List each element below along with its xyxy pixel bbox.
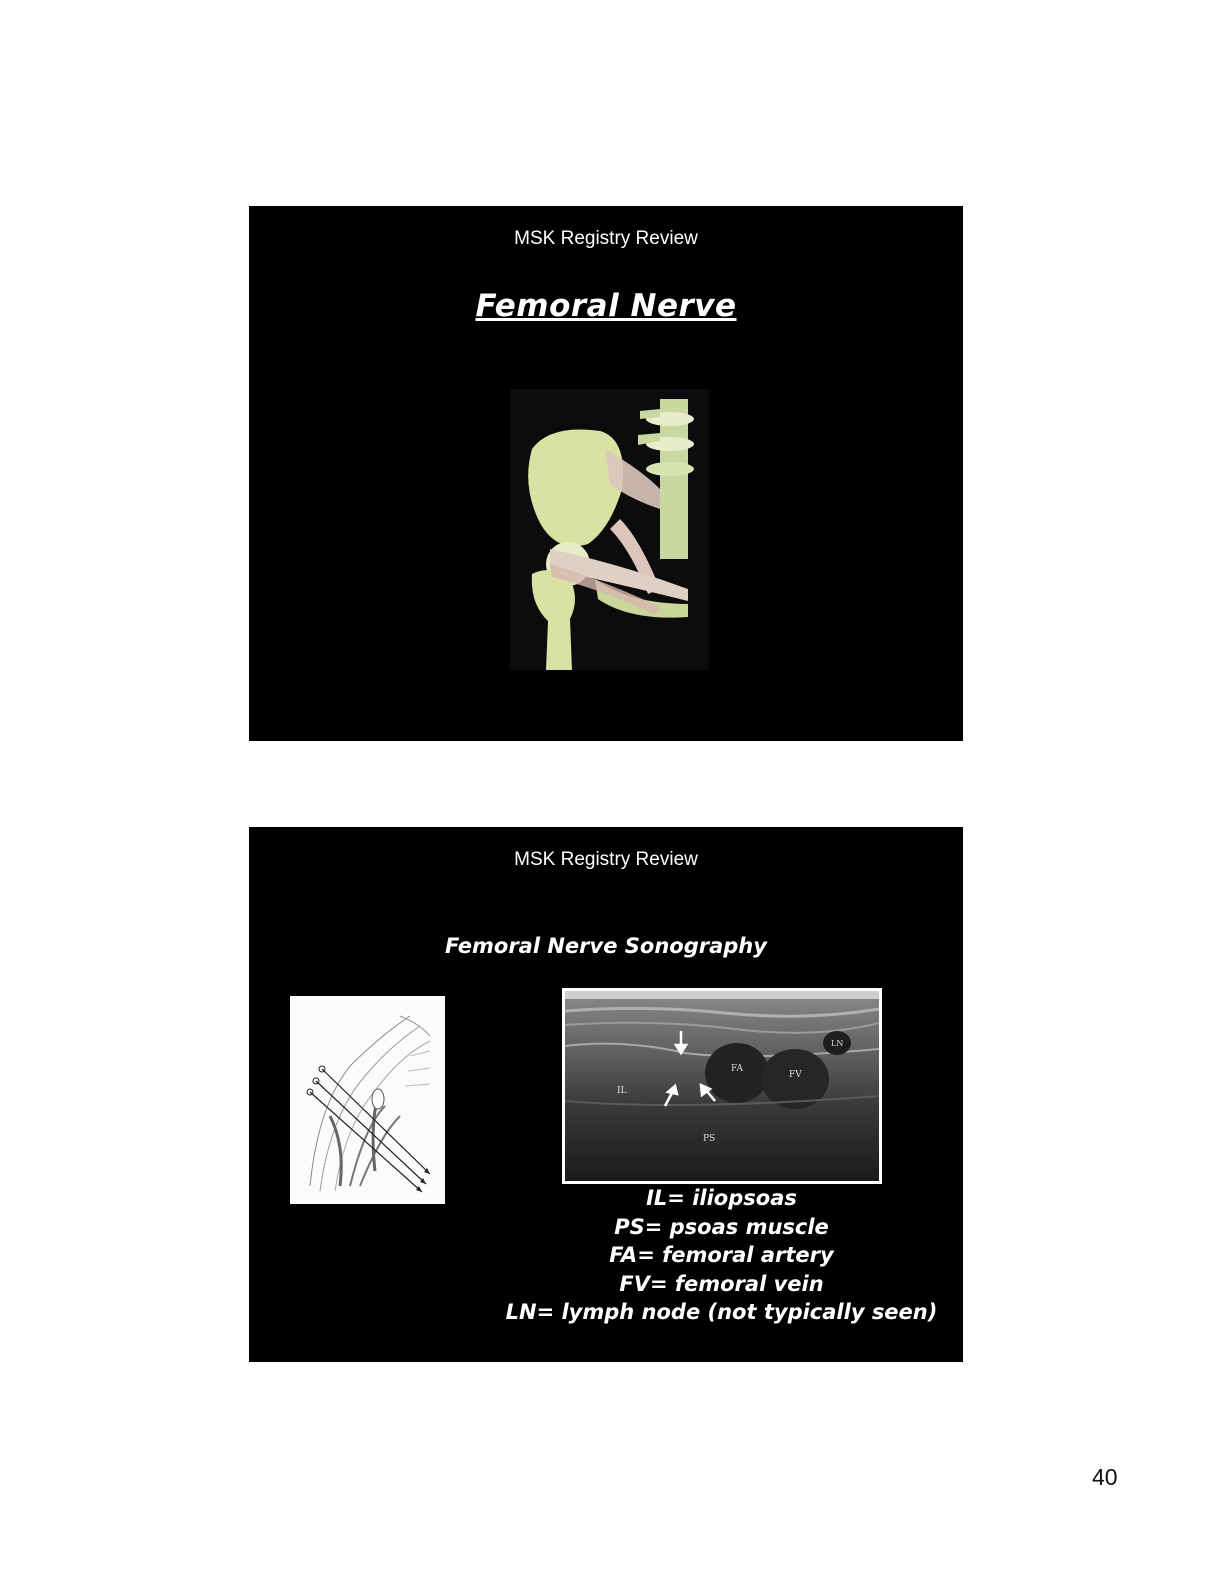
slide-title: Femoral Nerve <box>475 288 737 324</box>
abbreviation-legend <box>504 1184 939 1327</box>
legend-item: FV= femoral vein <box>619 1271 824 1296</box>
us-label-fv: FV <box>789 1070 802 1080</box>
ultrasound-image <box>562 988 882 1184</box>
slide-femoral-nerve-sonography <box>249 827 963 1362</box>
legend-item: FA= femoral artery <box>609 1243 834 1268</box>
us-label-ln: LN <box>831 1039 844 1048</box>
nerve-block-diagram <box>290 996 445 1204</box>
pelvis-anatomy-image <box>510 389 709 670</box>
us-label-fa: FA <box>731 1064 743 1074</box>
legend-item: IL= iliopsoas <box>646 1186 797 1210</box>
slide-header: MSK Registry Review <box>514 849 698 870</box>
slide-title: Femoral Nerve Sonography <box>445 934 767 958</box>
us-label-il: IL <box>617 1086 627 1096</box>
page-number: 40 <box>1092 1464 1118 1490</box>
legend-item: PS= psoas muscle <box>614 1214 829 1239</box>
slide-femoral-nerve <box>249 206 963 741</box>
us-label-ps: PS <box>703 1134 716 1144</box>
slide-header: MSK Registry Review <box>514 228 698 249</box>
legend-item: LN= lymph node (not typically seen) <box>505 1300 938 1325</box>
